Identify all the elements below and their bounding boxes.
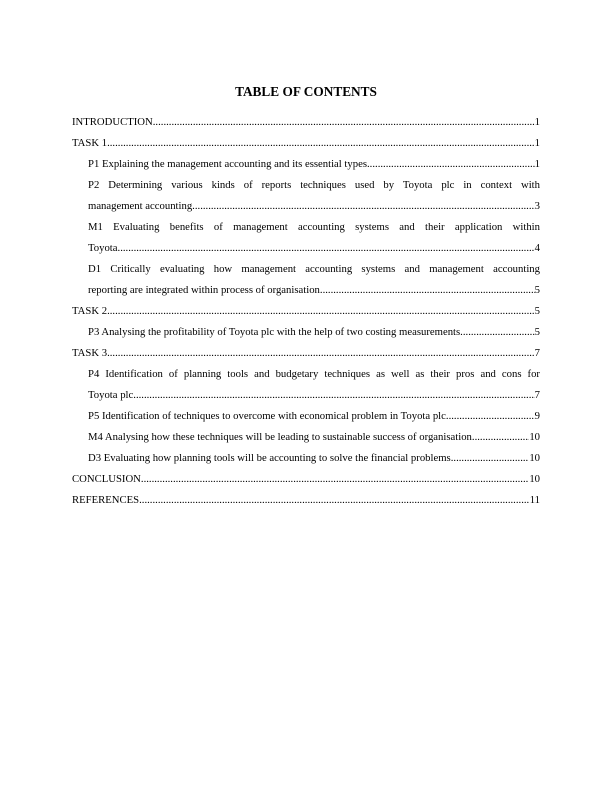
toc-entry-m1[interactable]: [72, 217, 540, 259]
toc-entry-conclusion[interactable]: [72, 469, 540, 490]
toc-page-number: 9: [534, 410, 540, 422]
toc-entry-text: TASK 2: [72, 305, 108, 317]
toc-page-number: 10: [529, 473, 540, 485]
toc-entry-task-2[interactable]: [72, 301, 540, 322]
toc-entry-task-1[interactable]: [72, 133, 540, 154]
dot-leader: [139, 490, 530, 511]
toc-entry-text: INTRODUCTION: [72, 116, 153, 128]
dot-leader: [107, 301, 535, 322]
toc-entry-text: M4 Analysing how these techniques will be leading to sustainable success of organisation: [88, 431, 472, 443]
toc-entry-references[interactable]: [72, 490, 540, 511]
toc-entry-p2[interactable]: [72, 175, 540, 217]
toc-entry-text: CONCLUSION: [72, 473, 141, 485]
dot-leader: [472, 427, 529, 448]
toc-page-number: 5: [534, 305, 540, 317]
toc-entry-text: REFERENCES: [72, 494, 140, 506]
dot-leader: [320, 280, 535, 301]
dot-leader: [367, 154, 535, 175]
toc-page-number: 1: [534, 158, 540, 170]
toc-page-number: 10: [529, 452, 540, 464]
toc-page-number: 10: [529, 431, 540, 443]
dot-leader: [141, 469, 529, 490]
dot-leader: [133, 385, 534, 406]
toc-entry-text: P2 Determining various kinds of reports techniques used by Toyota plc in context with: [88, 179, 540, 191]
dot-leader: [192, 196, 534, 217]
dot-leader: [107, 343, 535, 364]
dot-leader: [451, 448, 530, 469]
toc-entry-m4[interactable]: [72, 427, 540, 448]
dot-leader: [446, 406, 535, 427]
toc-page-number: 4: [534, 242, 540, 254]
toc-entry-text: P3 Analysing the profitability of Toyota plc with the help of two costing measurements: [88, 326, 461, 338]
toc-entry-text: P4 Identification of planning tools and budgetary techniques as well as their pros and cons for: [88, 368, 540, 380]
dot-leader: [460, 322, 534, 343]
toc-entry-d1[interactable]: [72, 259, 540, 301]
toc-page-number: 5: [534, 326, 540, 338]
toc-entry-text: M1 Evaluating benefits of management accounting systems and their application within: [88, 221, 540, 233]
toc-entry-task-3[interactable]: [72, 343, 540, 364]
toc-page-number: 7: [534, 347, 540, 359]
toc-entry-text: D3 Evaluating how planning tools will be accounting to solve the financial problems: [88, 452, 451, 464]
toc-entry-text: TASK 3: [72, 347, 108, 359]
toc-entry-p4[interactable]: [72, 364, 540, 406]
toc-entry-text-continued: Toyota: [88, 242, 118, 254]
toc-page-number: 3: [534, 200, 540, 212]
toc-page-number: 1: [534, 116, 540, 128]
toc-entry-p1[interactable]: [72, 154, 540, 175]
toc-entry-text: P5 Identification of techniques to overcome with economical problem in Toyota plc: [88, 410, 446, 422]
toc-page-number: 1: [534, 137, 540, 149]
toc-entry-text-continued: reporting are integrated within process of organisation: [88, 284, 320, 296]
toc-entry-p5[interactable]: [72, 406, 540, 427]
toc-entry-d3[interactable]: [72, 448, 540, 469]
toc-page-number: 7: [534, 389, 540, 401]
toc-entry-text-continued: management accounting: [88, 200, 193, 212]
dot-leader: [153, 112, 535, 133]
dot-leader: [118, 238, 535, 259]
toc-entry-introduction[interactable]: [72, 112, 540, 133]
toc-page-number: 5: [534, 284, 540, 296]
table-of-contents: [72, 112, 540, 511]
toc-entry-text: D1 Critically evaluating how management accounting systems and management accounting: [88, 263, 540, 275]
toc-entry-p3[interactable]: [72, 322, 540, 343]
toc-entry-text: TASK 1: [72, 137, 108, 149]
toc-page-number: 11: [529, 494, 540, 506]
toc-entry-text: P1 Explaining the management accounting and its essential types: [88, 158, 367, 170]
toc-entry-text-continued: Toyota plc: [88, 389, 134, 401]
toc-title: TABLE OF CONTENTS: [235, 84, 377, 99]
dot-leader: [107, 133, 535, 154]
